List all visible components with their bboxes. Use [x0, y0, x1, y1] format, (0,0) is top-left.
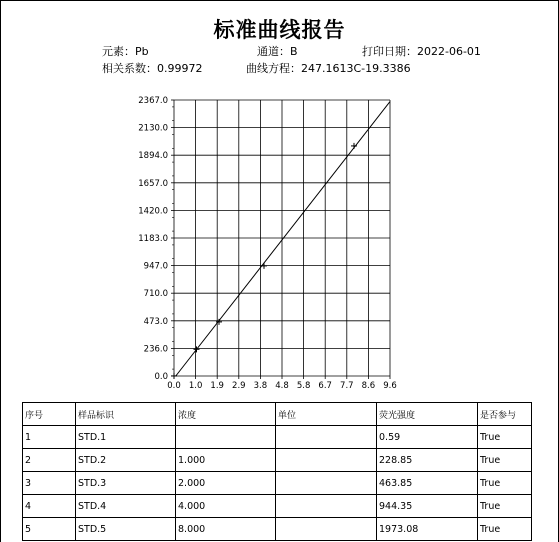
y-tick-label: 1657.0 [138, 178, 168, 189]
table-cell: 2.000 [176, 472, 276, 495]
x-tick-label: 4.8 [275, 381, 289, 391]
x-tick-label: 5.8 [296, 381, 311, 391]
table-cell: True [478, 449, 532, 472]
table-cell: 5 [23, 518, 76, 541]
x-tick-label: 2.9 [232, 381, 246, 391]
x-tick-label: 0.0 [167, 381, 181, 391]
y-tick-label: 473.0 [143, 316, 168, 327]
table-cell [276, 426, 377, 449]
table-row [23, 495, 532, 518]
channel-label: 通道：B [257, 45, 298, 58]
table-cell: True [478, 472, 532, 495]
y-tick-label: 1894.0 [138, 151, 168, 162]
table-cell: 4 [23, 495, 76, 518]
y-tick-label: 2367.0 [138, 96, 168, 106]
table-row [23, 472, 532, 495]
column-header: 荧光强度 [377, 403, 478, 426]
y-tick-label: 236.0 [143, 344, 168, 355]
y-tick-label: 0.0 [154, 372, 168, 382]
table-cell: 944.35 [377, 495, 478, 518]
table-cell [276, 518, 377, 541]
x-tick-label: 3.8 [253, 381, 268, 391]
table-header-row [23, 403, 532, 426]
table-cell: 1973.08 [377, 518, 478, 541]
report-title: 标准曲线报告 [213, 17, 346, 42]
equation-label: 曲线方程：247.1613C-19.3386 [246, 62, 411, 75]
data-point [261, 263, 267, 269]
y-tick-label: 947.0 [143, 261, 168, 272]
table-row [23, 518, 532, 541]
column-header: 样品标识 [76, 403, 176, 426]
table-cell: True [478, 518, 532, 541]
table-cell: True [478, 426, 532, 449]
table-cell: 0.59 [377, 426, 478, 449]
x-tick-label: 6.7 [318, 381, 332, 391]
table-cell: 228.85 [377, 449, 478, 472]
table-row [23, 449, 532, 472]
table-cell: 2 [23, 449, 76, 472]
table-row [23, 426, 532, 449]
column-header: 是否参与 [478, 403, 532, 426]
table-cell: True [478, 495, 532, 518]
table-cell: STD.4 [76, 495, 176, 518]
x-tick-label: 1.0 [188, 381, 203, 391]
table-cell: STD.5 [76, 518, 176, 541]
table-cell: 8.000 [176, 518, 276, 541]
y-tick-label: 1183.0 [138, 234, 168, 244]
table-cell: 4.000 [176, 495, 276, 518]
y-tick-label: 1420.0 [138, 206, 168, 217]
column-header: 序号 [23, 403, 76, 426]
table-cell: 1 [23, 426, 76, 449]
x-tick-label: 1.9 [210, 381, 224, 391]
table-cell: STD.3 [76, 472, 176, 495]
table-cell: STD.1 [76, 426, 176, 449]
table-cell: 463.85 [377, 472, 478, 495]
fit-line [176, 102, 390, 376]
element-label: 元素：Pb [102, 45, 149, 58]
table-cell: 1.000 [176, 449, 276, 472]
y-tick-label: 2130.0 [138, 123, 168, 134]
data-point [171, 373, 177, 379]
table-cell: 3 [23, 472, 76, 495]
data-point [351, 143, 357, 149]
x-tick-label: 7.7 [340, 381, 354, 391]
column-header: 浓度 [176, 403, 276, 426]
table-cell [276, 472, 377, 495]
x-tick-label: 9.6 [383, 381, 397, 391]
table-cell: STD.2 [76, 449, 176, 472]
table-cell [276, 495, 377, 518]
standards-table [22, 402, 532, 541]
column-header: 单位 [276, 403, 377, 426]
correlation-label: 相关系数：0.99972 [102, 62, 203, 75]
y-tick-label: 710.0 [143, 289, 168, 300]
print-date-label: 打印日期：2022-06-01 [362, 45, 481, 58]
table-cell [176, 426, 276, 449]
x-tick-label: 8.6 [361, 381, 376, 391]
table-cell [276, 449, 377, 472]
